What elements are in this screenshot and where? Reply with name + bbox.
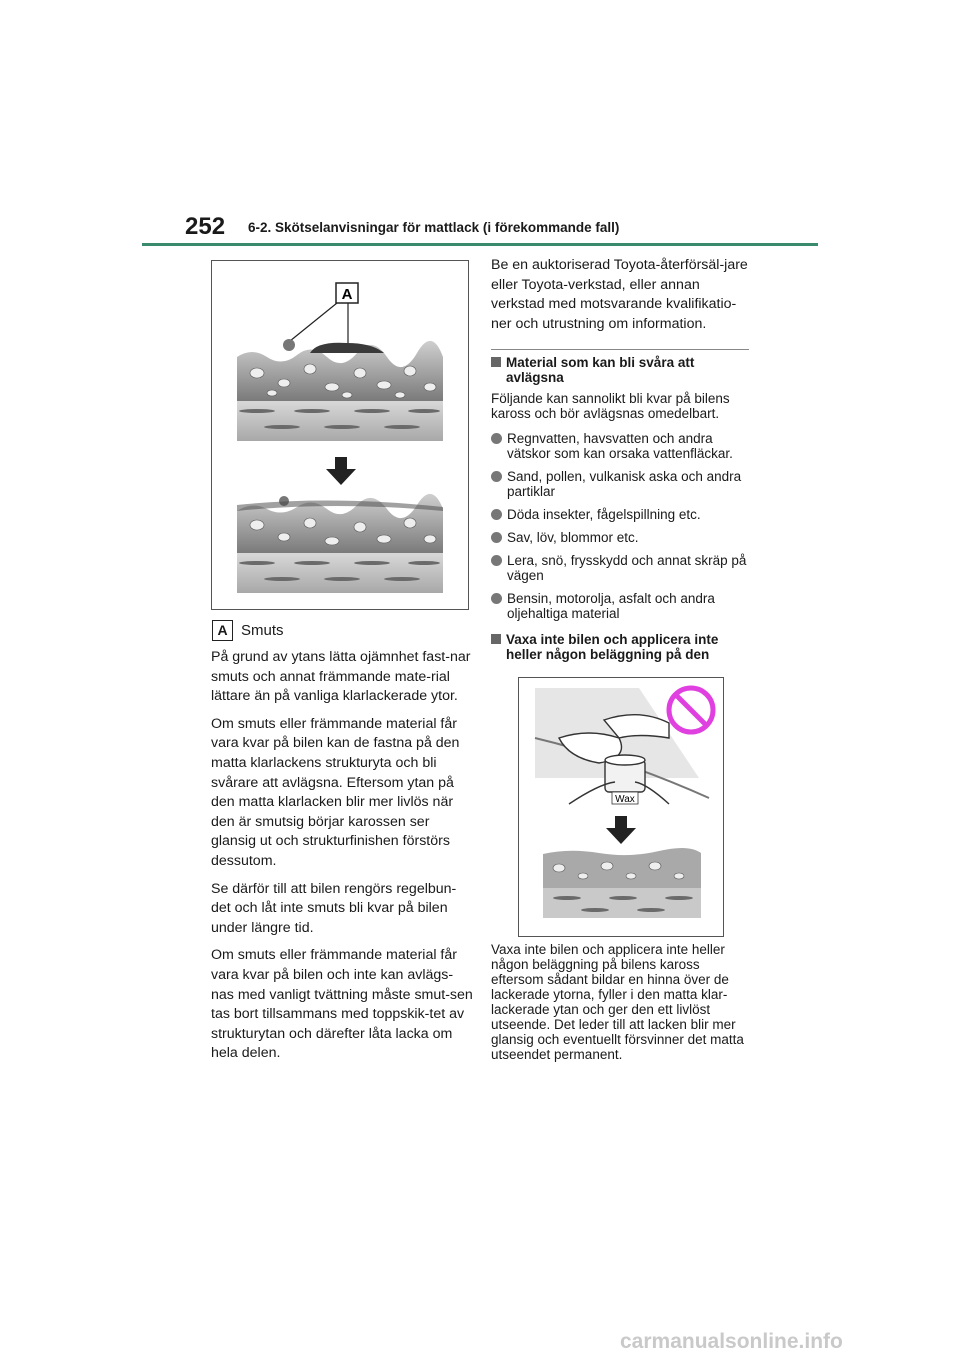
header-rule — [142, 243, 818, 246]
right-intro — [491, 256, 753, 334]
bullet-icon — [491, 509, 502, 520]
bullet-icon — [491, 433, 502, 444]
square-bullet-icon — [491, 357, 501, 367]
materials-lead: Följande kan sannolikt bli kvar på bilens kaross och bör avlägsnas omedelbart. — [491, 391, 730, 421]
watermark: carmanualsonline.info — [620, 1330, 843, 1353]
intro-paragraph: Be en auktoriserad Toyota-återförsäl-jare eller Toyota-verkstad, eller annan verkstad med motsvarande kvalifikatio-ner och utrustning om information. — [491, 257, 748, 332]
heading-materials — [491, 355, 753, 385]
no-wax-paragraph: Vaxa inte bilen och applicera inte heller någon beläggning på bilens kaross eftersom sådant bildar en hinna över de lackerade ytorna, fyller i den matta klar-lackerade ytan och ger den ett livlöst utseende. Det leder till att lacken blir mer glansig och eventuellt försvinner det matta utseendet permanent. — [491, 942, 744, 1062]
list-item: Lera, snö, frysskydd och annat skräp på vägen — [491, 553, 753, 583]
paragraph: Se därför till att bilen rengörs regelbun-det och låt inte smuts bli kvar på bilen under längre tid. — [211, 880, 457, 936]
square-bullet-icon — [491, 634, 501, 644]
no-wax-diagram — [519, 678, 723, 936]
bullet-icon — [491, 555, 502, 566]
paragraph: På grund av ytans lätta ojämnhet fast-nar smuts och annat främmande mate-rial lättare än på vanliga klarlackerade ytor. — [211, 649, 471, 705]
heading-text: Vaxa inte bilen och applicera inte heller någon beläggning på den — [506, 632, 719, 662]
bullet-icon — [491, 471, 502, 482]
dirt-illustration — [211, 260, 469, 610]
list-item: Sav, löv, blommor etc. — [491, 530, 753, 545]
list-item: Döda insekter, fågelspillning etc. — [491, 507, 753, 522]
section-header: 6-2. Skötselanvisningar för mattlack (i förekommande fall) — [248, 220, 620, 235]
list-item: Regnvatten, havsvatten och andra vätskor som kan orsaka vattenfläckar. — [491, 431, 753, 461]
figure-caption — [212, 619, 284, 641]
wax-can-label: Wax — [615, 794, 635, 805]
bullet-icon — [491, 532, 502, 543]
paragraph: Om smuts eller främmande material får vara kvar på bilen och inte kan avlägs-nas med vanligt tvättning måste smut-sen tas bort tillsammans med toppskik-tet av strukturytan och därefter låta lacka om hela delen. — [211, 947, 473, 1062]
figure-label-a: A — [341, 286, 353, 303]
list-item: Sand, pollen, vulkanisk aska och andra partiklar — [491, 469, 753, 499]
paragraph: Om smuts eller främmande material får vara kvar på bilen kan de fastna på den matta klarlackens strukturyta och bli svårare att avlägsna. Eftersom ytan på den matta klarlacken blir mer livlös när den är smutsig börjar karossen ser glansig ut och strukturfinishen förstörs dessutom. — [211, 715, 460, 869]
caption-text: Smuts — [241, 621, 284, 639]
no-wax-illustration — [518, 677, 724, 937]
caption-badge: A — [212, 620, 233, 641]
dirt-diagram — [212, 261, 468, 609]
heading-no-wax — [491, 632, 753, 662]
left-column — [211, 648, 473, 1072]
list-item: Bensin, motorolja, asfalt och andra oljehaltiga material — [491, 591, 753, 621]
heading-text: Material som kan bli svåra att avlägsna — [506, 355, 695, 385]
bullet-icon — [491, 593, 502, 604]
materials-list — [491, 431, 753, 629]
page-number: 252 — [185, 213, 226, 240]
section-separator — [491, 349, 749, 350]
